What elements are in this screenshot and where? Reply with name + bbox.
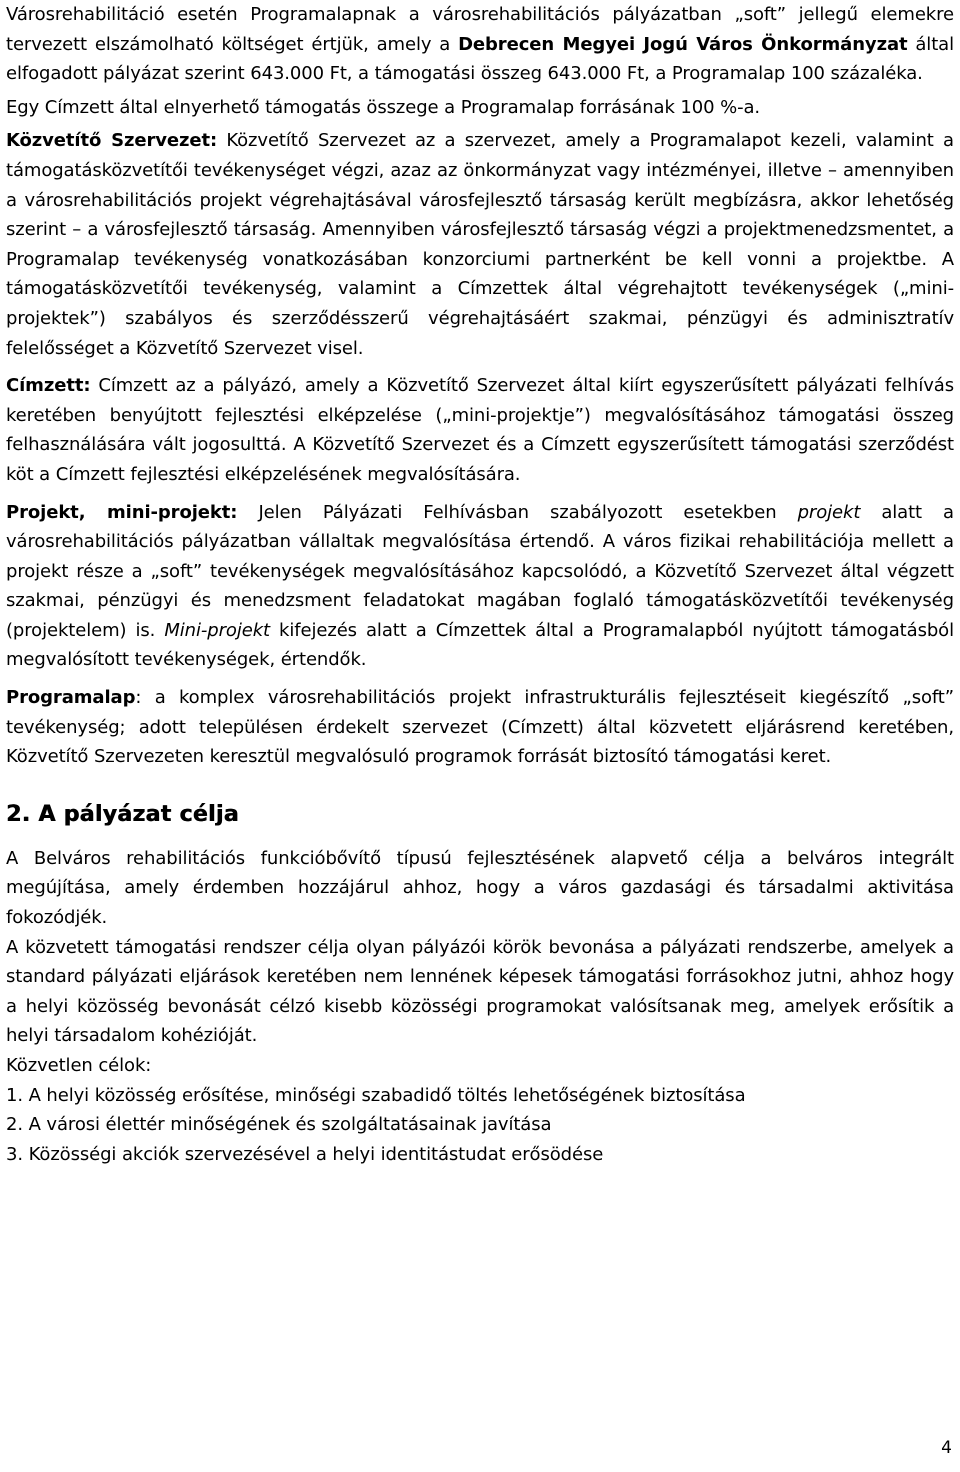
list-title: Közvetlen célok:	[6, 1055, 152, 1076]
indirect-support-paragraph: A közvetett támogatási rendszer célja olyan pályázói körök bevonása a pályázati rendszerbe, amelyek a standard pályázati eljárások keretében nem lennének képesek támogatási forrásokhoz jutni, ahhoz hogy a helyi közösség bevonását célzó kisebb közösségi programokat valósítsanak meg, amelyek erősítik a helyi társadalom kohézióját.	[6, 936, 954, 1047]
definition-italic: projekt	[797, 501, 861, 523]
definition-programalap	[6, 683, 954, 772]
definition-kozvetito	[6, 126, 954, 363]
definition-term: Programalap	[6, 687, 136, 709]
list-item: 3. Közösségi akciók szervezésével a helyi identitástudat erősödése	[6, 1143, 604, 1165]
goal-paragraph: A Belváros rehabilitációs funkcióbővítő típusú fejlesztésének alapvető célja a belváros integrált megújítása, amely érdemben hozzájárul ahhoz, hogy a város gazdasági és társadalmi aktivitása fokozódjék.	[6, 847, 954, 929]
definition-term: Címzett:	[6, 375, 91, 397]
section-heading: 2. A pályázat célja	[6, 801, 239, 827]
page-number: 4	[941, 1438, 952, 1458]
definition-term: Közvetítő Szervezet:	[6, 130, 218, 152]
definition-text: : a komplex városrehabilitációs projekt infrastrukturális fejlesztéseit kiegészítő „soft” tevékenység; adott településen érdekelt szervezet (Címzett) által közvetett eljárásrend keretében, Közvetítő Szervezeten keresztül megvalósuló programok forrását biztosító támogatási keret.	[6, 687, 954, 768]
document-page	[6, 0, 954, 1169]
definition-text: kifejezés alatt a Címzettek által a Programalapból nyújtott támogatásból megvalósított tevékenységek, értendők.	[6, 619, 954, 671]
definition-text: Jelen Pályázati Felhívásban szabályozott esetekben	[237, 501, 798, 523]
grant-limit-paragraph: Egy Címzett által elnyerhető támogatás összege a Programalap forrásának 100 %-a.	[6, 96, 761, 118]
intro-text: Városrehabilitáció esetén Programalapnak a városrehabilitációs pályázatban „soft” jellegű elemekre tervezett elszámolható költséget értjük, amely a	[6, 4, 954, 55]
list-item: 1. A helyi közösség erősítése, minőségi szabadidő töltés lehetőségének biztosítása	[6, 1084, 746, 1106]
intro-paragraph	[6, 0, 954, 89]
definition-projekt	[6, 498, 954, 676]
definition-text: alatt a városrehabilitációs pályázatban vállaltak megvalósítása értendő. A város fizikai rehabilitációja mellett a projekt része a „soft” tevékenységek megvalósításához kapcsolódó, a Közvetítő Szervezet által végzett szakmai, pénzügyi és menedzsment feladatokat magában foglaló támogatásközvetítői tevékenység (projektelem) is.	[6, 501, 954, 641]
definition-text: Közvetítő Szervezet az a szervezet, amely a Programalapot kezeli, valamint a támogatásközvetítői tevékenységet végzi, azaz az önkormányzat vagy intézményei, illetve – amennyiben a városrehabilitációs projekt végrehajtásával városfejlesztő társaság került megbízásra, akkor lehetőség szerint – a városfejlesztő társaság. Amennyiben városfejlesztő társaság végzi a projektmenedzsmentet, a Programalap tevékenység vonatkozásában konzorciumi partnerként be kell vonni a projektbe. A támogatásközvetítői tevékenység, valamint a Címzettek által végrehajtott tevékenységek („mini-projektek”) szabályos és szerződésszerű végrehajtásáért szakmai, pénzügyi és adminisztratív felelősséget a Közvetítő Szervezet visel.	[6, 130, 954, 359]
definition-text: Címzett az a pályázó, amely a Közvetítő Szervezet által kiírt egyszerűsített pályázati felhívás keretében benyújtott fejlesztési elképzelése („mini-projektje”) megvalósításához támogatási összeg felhasználására vált jogosulttá. A Közvetítő Szervezet és a Címzett egyszerűsített támogatási szerződést köt a Címzett fejlesztési elképzelésének megvalósítására.	[6, 375, 954, 485]
intro-text-cont: által elfogadott pályázat szerint 643.000 Ft, a támogatási összeg 643.000 Ft, a Programalap 100 százaléka.	[6, 33, 954, 85]
definition-term: Projekt, mini-projekt:	[6, 501, 238, 523]
direct-goals-list	[6, 1051, 954, 1169]
definition-italic: Mini-projekt	[164, 619, 270, 641]
intro-municipality-name: Debrecen Megyei Jogú Város Önkormányzat	[458, 33, 908, 55]
definition-cimzett	[6, 371, 954, 489]
list-item: 2. A városi élettér minőségének és szolgáltatásainak javítása	[6, 1114, 552, 1136]
